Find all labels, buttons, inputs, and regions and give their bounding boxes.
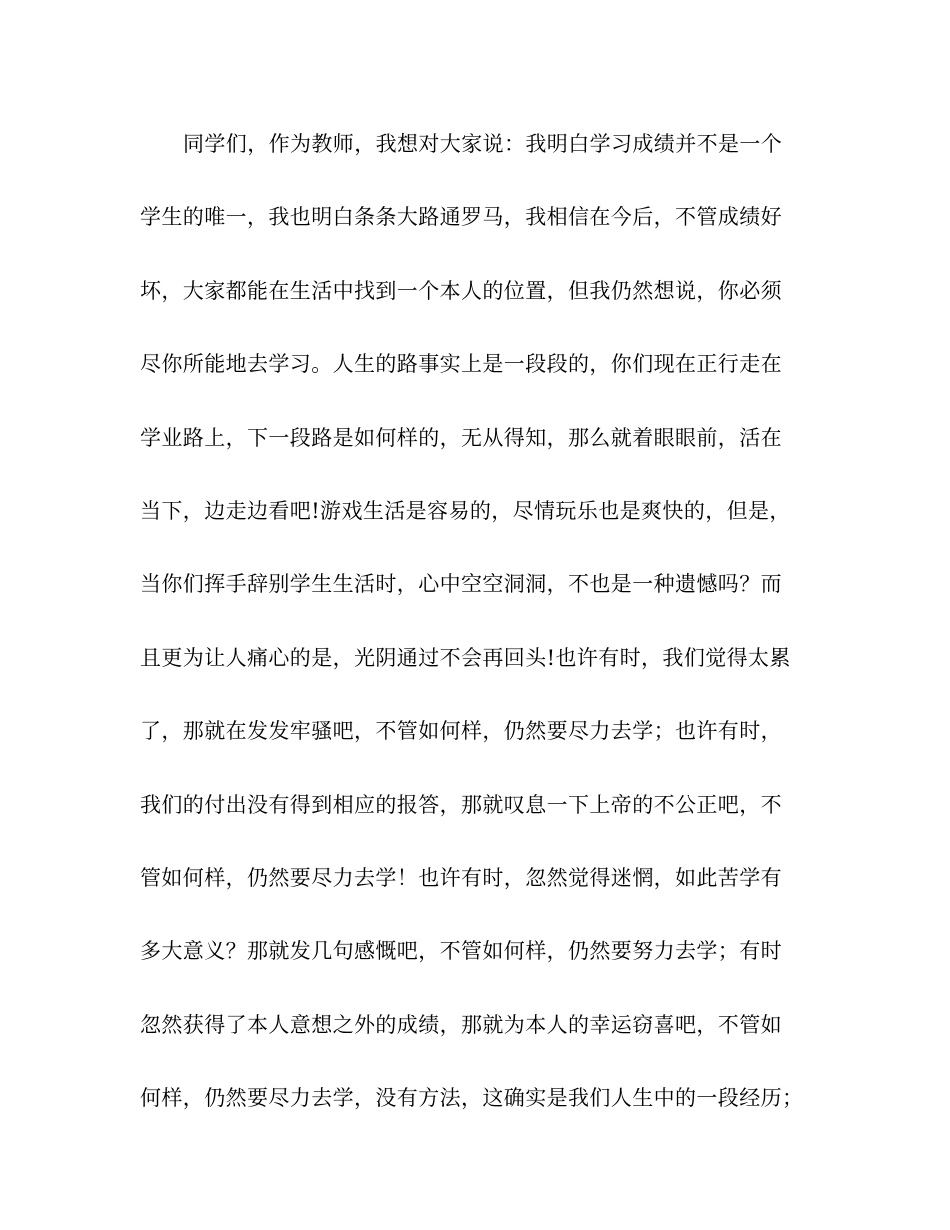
- paragraph-line: 多大意义？那就发几句感慨吧，不管如何样，仍然要努力去学；有时: [140, 939, 782, 964]
- paragraph-line: 忽然获得了本人意想之外的成绩，那就为本人的幸运窃喜吧，不管如: [140, 1012, 782, 1037]
- body-paragraph: [140, 126, 820, 1153]
- paragraph-line: 我们的付出没有得到相应的报答，那就叹息一下上帝的不公正吧，不: [140, 792, 782, 817]
- paragraph-line: 学业路上，下一段路是如何样的，无从得知，那么就着眼眼前，活在: [140, 425, 782, 450]
- paragraph-line: 管如何样，仍然要尽力去学！也许有时，忽然觉得迷惘，如此苦学有: [140, 865, 782, 890]
- paragraph-line: 同学们，作为教师，我想对大家说：我明白学习成绩并不是一个: [183, 132, 783, 156]
- paragraph-line: 当你们挥手辞别学生生活时，心中空空洞洞，不也是一种遗憾吗？而: [140, 572, 782, 597]
- paragraph-line: 且更为让人痛心的是，光阴通过不会再回头!也许有时，我们觉得太累: [140, 645, 791, 670]
- paragraph-line: 何样，仍然要尽力去学，没有方法，这确实是我们人生中的一段经历；: [140, 1086, 804, 1111]
- paragraph-line: 当下，边走边看吧!游戏生活是容易的，尽情玩乐也是爽快的，但是，: [140, 498, 791, 523]
- paragraph-line: 了，那就在发发牢骚吧，不管如何样，仍然要尽力去学；也许有时，: [140, 719, 782, 744]
- paragraph-line: 尽你所能地去学习。人生的路事实上是一段段的，你们现在正行走在: [140, 352, 782, 377]
- paragraph-line: 学生的唯一，我也明白条条大路通罗马，我相信在今后，不管成绩好: [140, 205, 782, 230]
- paragraph-line: 坏，大家都能在生活中找到一个本人的位置，但我仍然想说，你必须: [140, 278, 782, 303]
